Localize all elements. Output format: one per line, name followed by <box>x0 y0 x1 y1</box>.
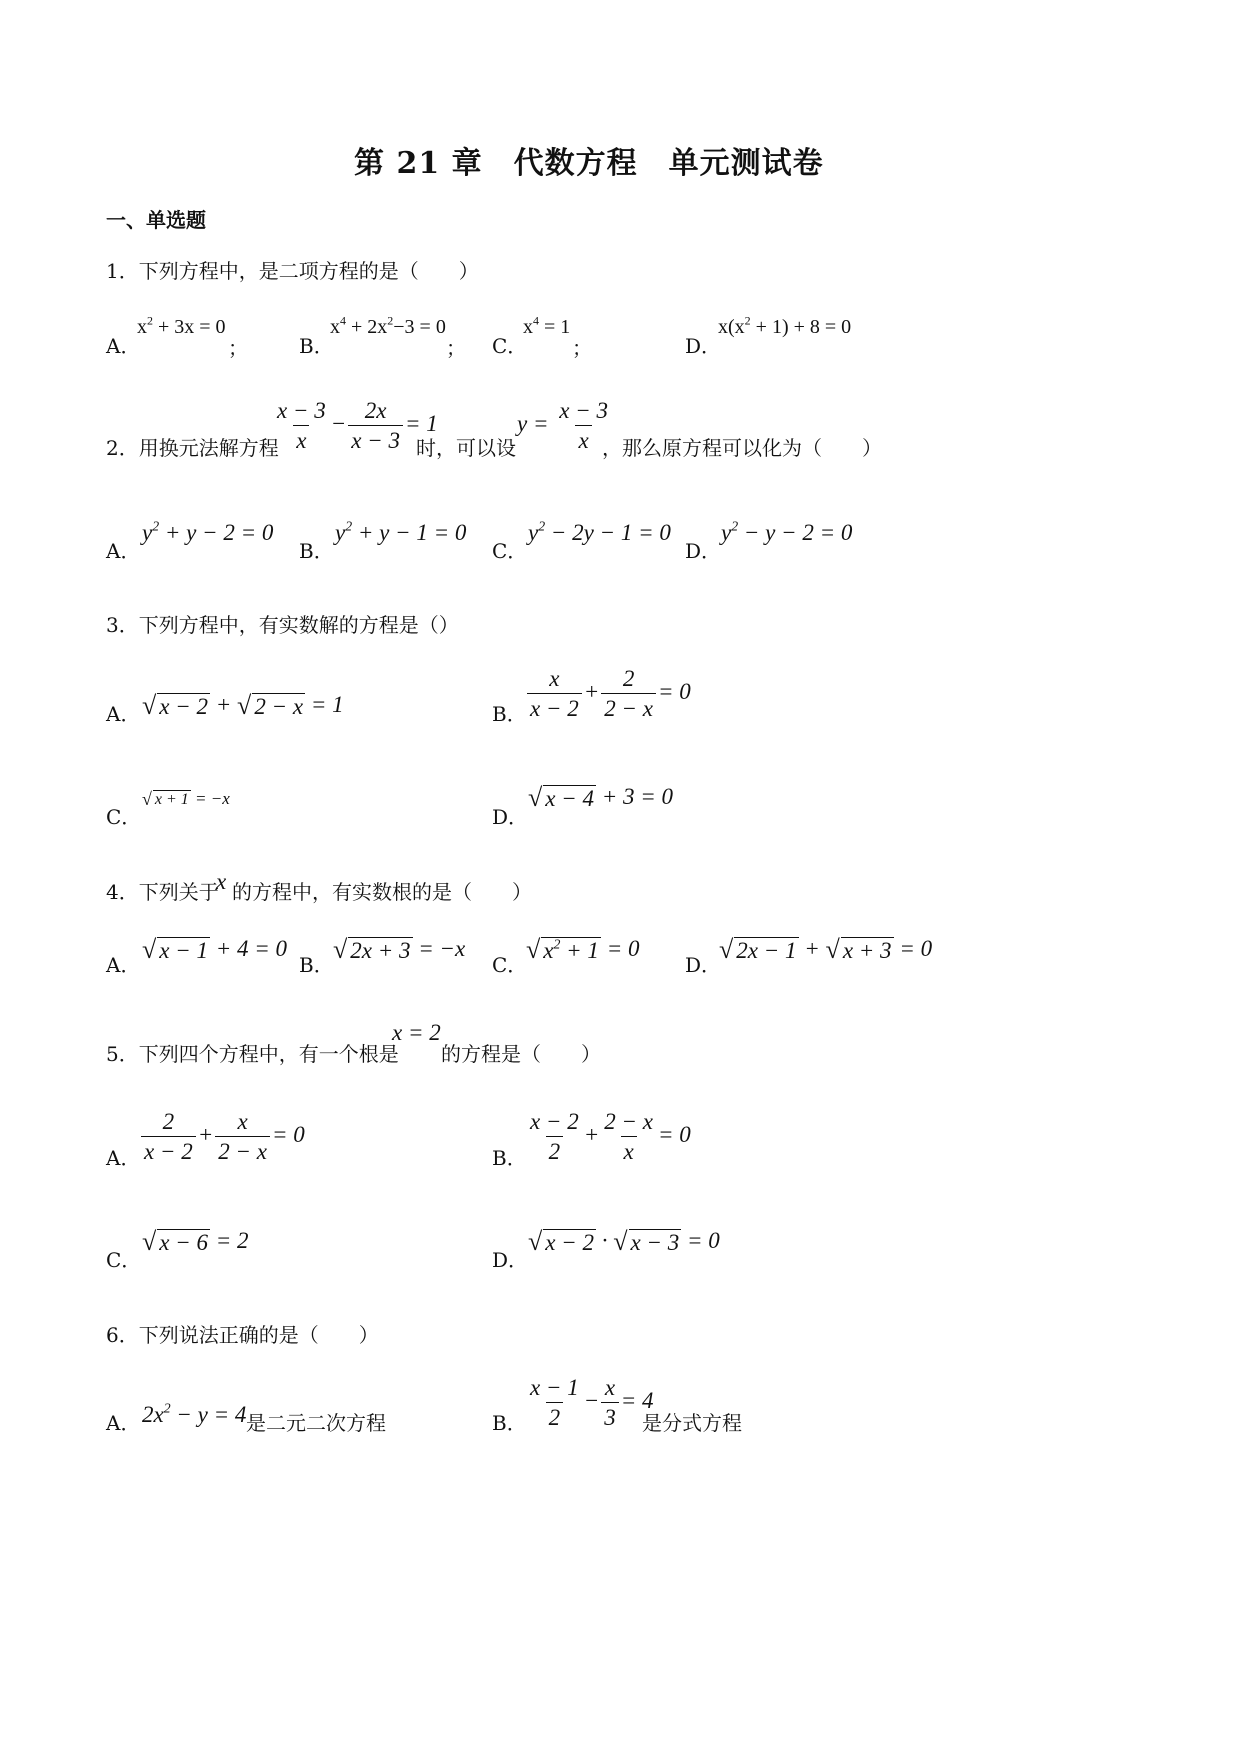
question-5-stem-part2: 的方程是（ ） <box>441 1042 601 1066</box>
q1-option-a-formula: $x^2 + 3x = 0$ <box>137 313 226 338</box>
question-2-stem-part1: 2．用换元法解方程 <box>106 436 279 460</box>
q3-option-c-formula: √ x + 1 = −x <box>142 789 230 810</box>
q1-option-d-label: D． <box>685 334 722 358</box>
q1-option-b-label: B． <box>299 334 334 358</box>
q3-option-c-label: C． <box>106 805 142 829</box>
q4-option-d-label: D． <box>685 953 722 977</box>
q4-variable: x <box>216 869 227 894</box>
q6-option-b-formula: $\frac{x - 1}{2}$ − $\frac{x}{3}$ = 4 <box>530 1375 654 1431</box>
q2-option-a-formula: $y^2 + y - 2 = 0$ <box>142 518 274 545</box>
q1-option-a-sep: ； <box>228 336 248 360</box>
q4-option-c-label: C． <box>492 953 528 977</box>
q2-option-d-label: D． <box>685 539 722 563</box>
q5-option-b-formula: $\frac{x - 2}{2}$ + $\frac{2 - x}{x}$ = 0 <box>530 1109 691 1165</box>
q4-option-a-formula: √ x − 1 + 4 = 0 <box>142 935 288 964</box>
q3-option-b-label: B． <box>492 702 527 726</box>
q4-option-b-formula: √ 2x + 3 = −x <box>333 935 466 964</box>
q3-option-d-label: D． <box>492 805 529 829</box>
q4-option-a-label: A． <box>106 953 141 977</box>
q6-option-a-label: A． <box>106 1411 141 1435</box>
q6-option-a-formula: $2x^2 - y = 4$ <box>142 1400 247 1427</box>
q2-option-b-label: B． <box>299 539 334 563</box>
q2-substitution: y = $\frac{x - 3}{x}$ <box>517 398 608 454</box>
q4-option-d-formula: √ 2x − 1 + √ x + 3 = 0 <box>719 935 933 964</box>
question-3-stem: 3．下列方程中，有实数解的方程是（） <box>106 613 459 637</box>
question-4-stem-part1: 4．下列关于 <box>106 880 219 904</box>
question-2-stem-part2: 时，可以设 <box>416 436 516 460</box>
q5-option-d-formula: √ x − 2 · √ x − 3 = 0 <box>528 1227 720 1256</box>
question-6-stem: 6．下列说法正确的是（ ） <box>106 1323 379 1347</box>
q3-option-b-formula: $\frac{x}{x - 2}$ + $\frac{2}{2 - x}$ = 0 <box>525 666 691 722</box>
q1-option-c-label: C． <box>492 334 528 358</box>
section-heading: 一、单选题 <box>106 208 206 232</box>
q2-option-a-label: A． <box>106 539 141 563</box>
q5-option-c-label: C． <box>106 1248 142 1272</box>
q3-option-a-formula: √ x − 2 + √ 2 − x = 1 <box>142 691 344 720</box>
q4-option-b-label: B． <box>299 953 334 977</box>
q4-option-c-formula: √ $x^2 + 1$ = 0 <box>526 935 640 964</box>
q1-option-c-formula: $x^4 = 1$ <box>523 313 571 338</box>
q5-option-d-label: D． <box>492 1248 529 1272</box>
q3-option-a-label: A． <box>106 702 141 726</box>
question-1-stem: 1．下列方程中，是二项方程的是（ ） <box>106 259 479 283</box>
q2-option-b-formula: $y^2 + y - 1 = 0$ <box>335 518 467 545</box>
question-4-stem-part2: 的方程中，有实数根的是（ ） <box>232 880 532 904</box>
q2-option-c-formula: $y^2 - 2y - 1 = 0$ <box>528 518 671 545</box>
q5-root: x = 2 <box>392 1020 441 1045</box>
q1-option-d-formula: $x(x^2 + 1) + 8 = 0$ <box>718 313 852 338</box>
q6-option-a-text: 是二元二次方程 <box>246 1411 386 1435</box>
q5-option-b-label: B． <box>492 1146 527 1170</box>
q1-option-b-formula: $x^4 + 2x^2-3 = 0$ <box>330 313 446 338</box>
question-2-stem-part3: ，那么原方程可以化为（ ） <box>602 436 882 460</box>
q5-option-c-formula: √ x − 6 = 2 <box>142 1227 249 1256</box>
page-title: 第 21 章 代数方程 单元测试卷 <box>354 146 824 181</box>
q6-option-b-text: 是分式方程 <box>642 1411 742 1435</box>
q1-option-b-sep: ； <box>446 336 466 360</box>
q2-option-c-label: C． <box>492 539 528 563</box>
question-5-stem-part1: 5．下列四个方程中，有一个根是 <box>106 1042 399 1066</box>
q1-option-c-sep: ； <box>572 336 592 360</box>
q2-equation: $\frac{x - 3}{x}$ − $\frac{2x}{x - 3}$ = 1 <box>277 398 438 454</box>
q6-option-b-label: B． <box>492 1411 527 1435</box>
q2-option-d-formula: $y^2 - y - 2 = 0$ <box>721 518 853 545</box>
q5-option-a-label: A． <box>106 1146 141 1170</box>
q5-option-a-formula: $\frac{2}{x - 2}$ + $\frac{x}{2 - x}$ = 0 <box>139 1109 305 1165</box>
q3-option-d-formula: √ x − 4 + 3 = 0 <box>528 783 674 812</box>
q1-option-a-label: A． <box>106 334 141 358</box>
